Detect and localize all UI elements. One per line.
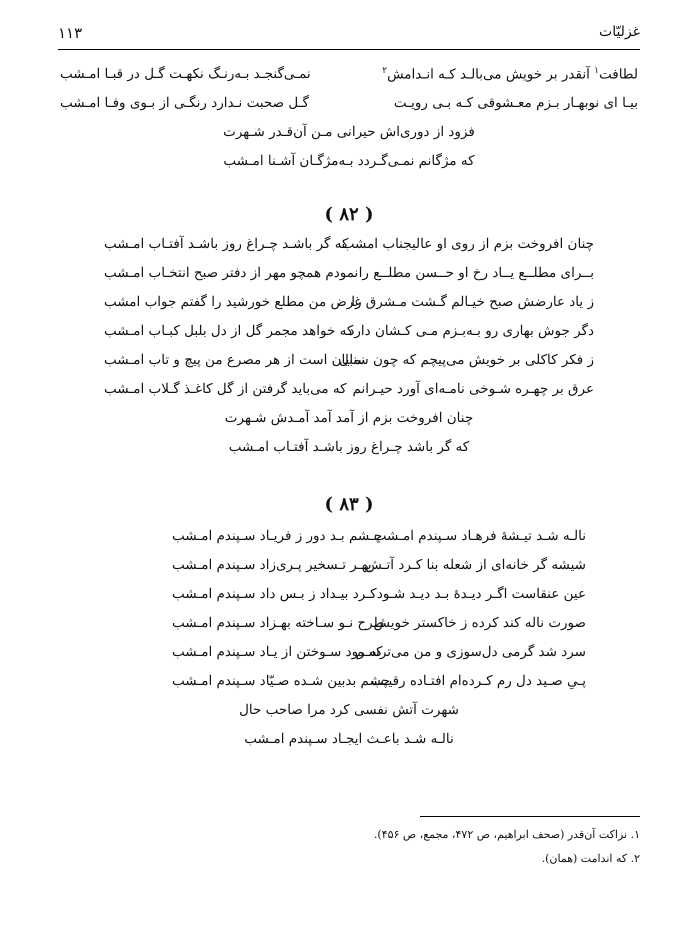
verse-row bbox=[60, 557, 638, 586]
poem-83-block bbox=[60, 528, 638, 760]
verse-hemistich-left: چـشم بـد دور ز فریـاد سـپندم امـشب bbox=[172, 528, 383, 544]
verse-row bbox=[60, 381, 638, 410]
verse-hemistich-left: که می‌باید گرفتن از گل کاغـذ گـلاب امـشب bbox=[104, 381, 347, 397]
verse-row bbox=[60, 528, 638, 557]
page-number: ۱۱۳ bbox=[58, 24, 83, 42]
verse-hemistich-right: ز یاد عارضش صبح خیـالم گـشت مـشرق را bbox=[351, 294, 594, 310]
verse-hemistich-right: عین عنقاست اگـر دیـدهٔ بـد دیـد شـود bbox=[376, 586, 586, 602]
verse-row bbox=[60, 265, 638, 294]
verse-row bbox=[60, 294, 638, 323]
verse-row bbox=[60, 323, 638, 352]
verse-row bbox=[60, 644, 638, 673]
couplet-line: شهرت آتش نفسی کرد مرا صاحب حال bbox=[239, 702, 459, 718]
verse-row bbox=[60, 673, 638, 702]
verse-hemistich-left: که رود سـوختن از یـاد سـپندم امـشب bbox=[172, 644, 383, 660]
verse-hemistich-right: شیشه گر خانه‌ای از شعله بنا کـرد آتـش bbox=[365, 557, 586, 573]
verse-row bbox=[60, 95, 638, 124]
verse-row bbox=[60, 615, 638, 644]
verse-hemistich-left: که خواهد مجمر گل از دل بلبل کبـاب امـشب bbox=[104, 323, 354, 339]
verse-hemistich-left: گـل صحبت نـدارد رنگـی از بـوی وفـا امـشب bbox=[60, 95, 309, 111]
verse-hemistich-right bbox=[382, 66, 638, 83]
verse-hemistich-right: بــرای مطلــع یــاد رخ او حــسن مطلــع را bbox=[358, 265, 594, 281]
verse-hemistich-left: نمایان است از هر مصرع من پیچ و تاب امـشب bbox=[104, 352, 366, 368]
header-rule bbox=[58, 49, 640, 50]
couplet-line: چنان افروخت بزم از آمد آمد آمـدش شـهرت bbox=[224, 410, 474, 426]
verse-hemistich-right: چنان افروخت بزم از روی او عالیجناب امشب bbox=[341, 236, 594, 252]
verse-word: لطافت bbox=[598, 66, 638, 83]
verse-hemistich-right: بیـا ای نوبهـار بـزم معـشوقی کـه بـی رویـت bbox=[393, 95, 638, 111]
couplet-line: که گر باشد چـراغ روز باشـد آفتـاب امـشب bbox=[228, 439, 470, 455]
verse-hemistich-left: نمودم همچو مهر از دفتر صبح انتخـاب امـشب bbox=[104, 265, 359, 281]
poem-heading-82: ( ۸۲ ) bbox=[324, 204, 374, 225]
footnote-1: ۱. نزاکت آن‌قدر (صحف ابراهیم، ص ۴۷۲، مجمع، ص ۴۵۶). bbox=[373, 828, 640, 841]
verse-hemistich-left: نمـی‌گنجـد بـه‌رنـگ نکهـت گـل در قبـا امـشب bbox=[60, 66, 311, 82]
verse-hemistich-right: نالـه شـد تیـشهٔ فرهـاد سـپندم امـشب bbox=[373, 528, 586, 544]
verse-row bbox=[60, 66, 638, 95]
verse-hemistich-right: دگر جوش بهاری رو بـه‌بـزم مـی کـشان دارد bbox=[348, 323, 594, 339]
verse-hemistich-left: چشم بدبین شـده صـیّاد سـپندم امـشب bbox=[172, 673, 390, 689]
poem-heading-83: ( ۸۳ ) bbox=[324, 494, 374, 515]
verse-hemistich-right: صورت ناله کند کرده ز خاکستر خویش bbox=[373, 615, 586, 631]
verse-text: آنقدر بر خویش می‌بالـد کـه انـدامش bbox=[387, 66, 595, 83]
verse-row bbox=[60, 236, 638, 265]
couplet-line: نالـه شـد باعـث ایجـاد سـپندم امـشب bbox=[244, 731, 454, 747]
verse-hemistich-right: پـیِ صـید دل رم کـرده‌ام افتـاده رقیـب bbox=[371, 673, 586, 689]
verse-hemistich-left: که گر باشـد چـراغ روز باشـد آفتـاب امـشب bbox=[104, 236, 349, 252]
verse-hemistich-left: طرح نـو سـاخته بهـزاد سـپندم امـشب bbox=[172, 615, 385, 631]
running-header bbox=[58, 24, 640, 46]
verse-row bbox=[60, 352, 638, 381]
footnote-marker: ۱ bbox=[594, 66, 599, 76]
verse-hemistich-left: غرض من مطلع خورشید را گفتم جواب امشب bbox=[104, 294, 362, 310]
couplet-line: که مژگانم نمـی‌گـردد بـه‌مژگـان آشـنا امـشب bbox=[223, 153, 475, 169]
poem-82-block bbox=[60, 236, 638, 468]
footnote-marker: ۲ bbox=[382, 66, 388, 76]
verse-hemistich-right: سرد شد گرمی دل‌سوزی و من می‌ترسـم bbox=[355, 644, 586, 660]
verse-row bbox=[60, 586, 638, 615]
footnote-2: ۲. که اندامت (همان). bbox=[541, 852, 640, 865]
verse-hemistich-right: عرق بر چهـره شـوخی نامـه‌ای آورد حیـرانم bbox=[352, 381, 594, 397]
intro-poem-block bbox=[60, 66, 638, 182]
footnote-rule bbox=[420, 816, 640, 817]
couplet-line: فزود از دوری‌اش حیرانی مـن آن‌قـدر شـهرت bbox=[223, 124, 475, 140]
header-title: غزلیّات bbox=[599, 24, 640, 40]
verse-hemistich-right: ز فکر کاکلی بر خویش می‌پیچم که چون سنبل bbox=[339, 352, 594, 368]
verse-hemistich-left: کـرد بیـداد ز بـس داد سـپندم امـشب bbox=[172, 586, 377, 602]
verse-hemistich-left: بهـر تـسخیر پـری‌زاد سـپندم امـشب bbox=[172, 557, 372, 573]
